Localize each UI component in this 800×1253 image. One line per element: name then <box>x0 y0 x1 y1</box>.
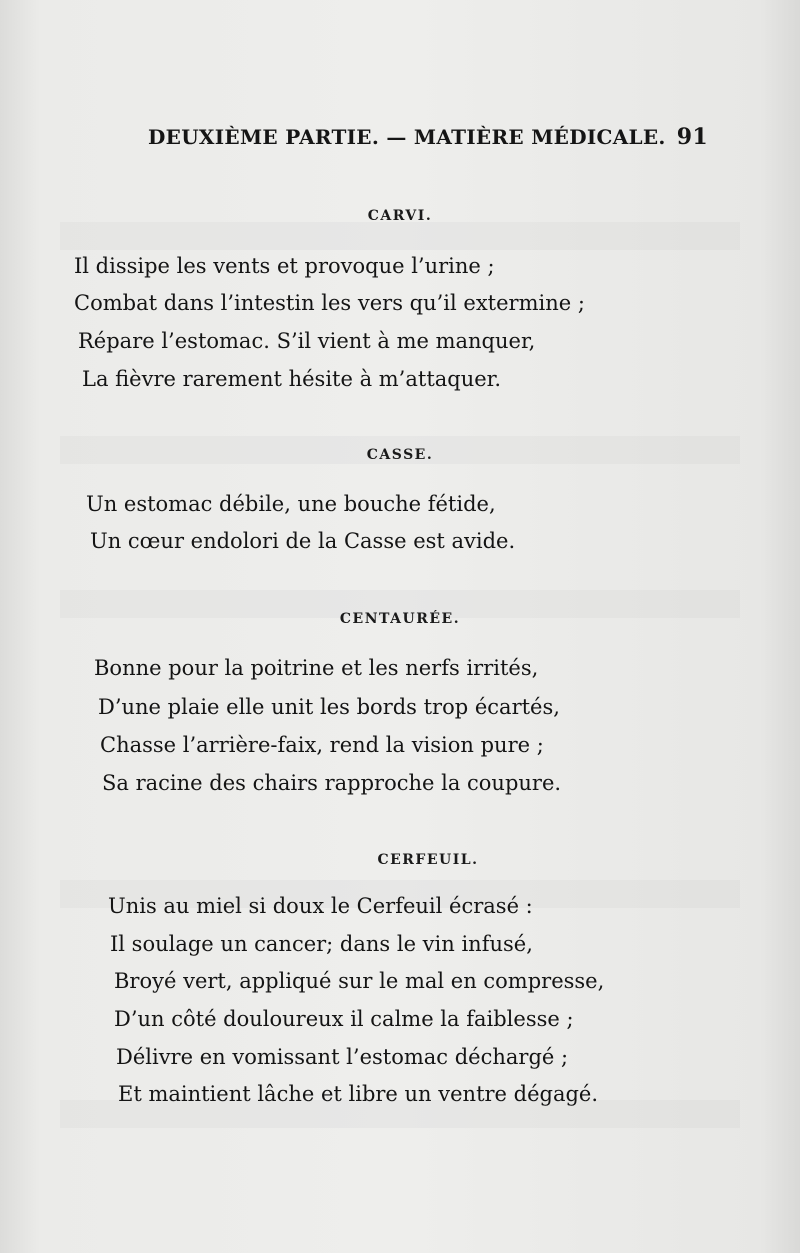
section-title-cerfeuil: CERFEUIL. <box>377 852 479 868</box>
verse-line: Bonne pour la poitrine et les nerfs irrités, <box>94 656 539 680</box>
verse-line: Délivre en vomissant l’estomac déchargé ; <box>116 1045 569 1069</box>
verse-line: Broyé vert, appliqué sur le mal en compresse, <box>114 969 605 993</box>
running-title: DEUXIÈME PARTIE. — MATIÈRE MÉDICALE. <box>148 125 666 149</box>
verse-line: Il dissipe les vents et provoque l’urine ; <box>74 254 495 278</box>
verse-line: Combat dans l’intestin les vers qu’il extermine ; <box>74 291 585 315</box>
verse-line: Il soulage un cancer; dans le vin infusé, <box>110 932 533 956</box>
page-number: 91 <box>676 124 708 150</box>
verse-line: Répare l’estomac. S’il vient à me manquer, <box>78 329 536 353</box>
verse-line: D’un côté douloureux il calme la faiblesse ; <box>114 1007 574 1031</box>
verse-line: Chasse l’arrière-faix, rend la vision pure ; <box>100 733 544 757</box>
verse-line: Sa racine des chairs rapproche la coupure. <box>102 771 562 795</box>
section-title-carvi: CARVI. <box>367 208 433 224</box>
verse-line: Un cœur endolori de la Casse est avide. <box>90 529 516 553</box>
section-title-casse: CASSE. <box>366 447 434 463</box>
verse-line: Un estomac débile, une bouche fétide, <box>86 492 496 516</box>
bleed-through <box>60 222 740 250</box>
verse-line: La fièvre rarement hésite à m’attaquer. <box>82 367 502 391</box>
section-title-centauree: CENTAURÉE. <box>339 611 461 627</box>
verse-line: Et maintient lâche et libre un ventre dégagé. <box>118 1082 599 1106</box>
verse-line: D’une plaie elle unit les bords trop écartés, <box>98 695 560 719</box>
verse-line: Unis au miel si doux le Cerfeuil écrasé : <box>108 894 533 918</box>
running-header <box>148 124 708 154</box>
